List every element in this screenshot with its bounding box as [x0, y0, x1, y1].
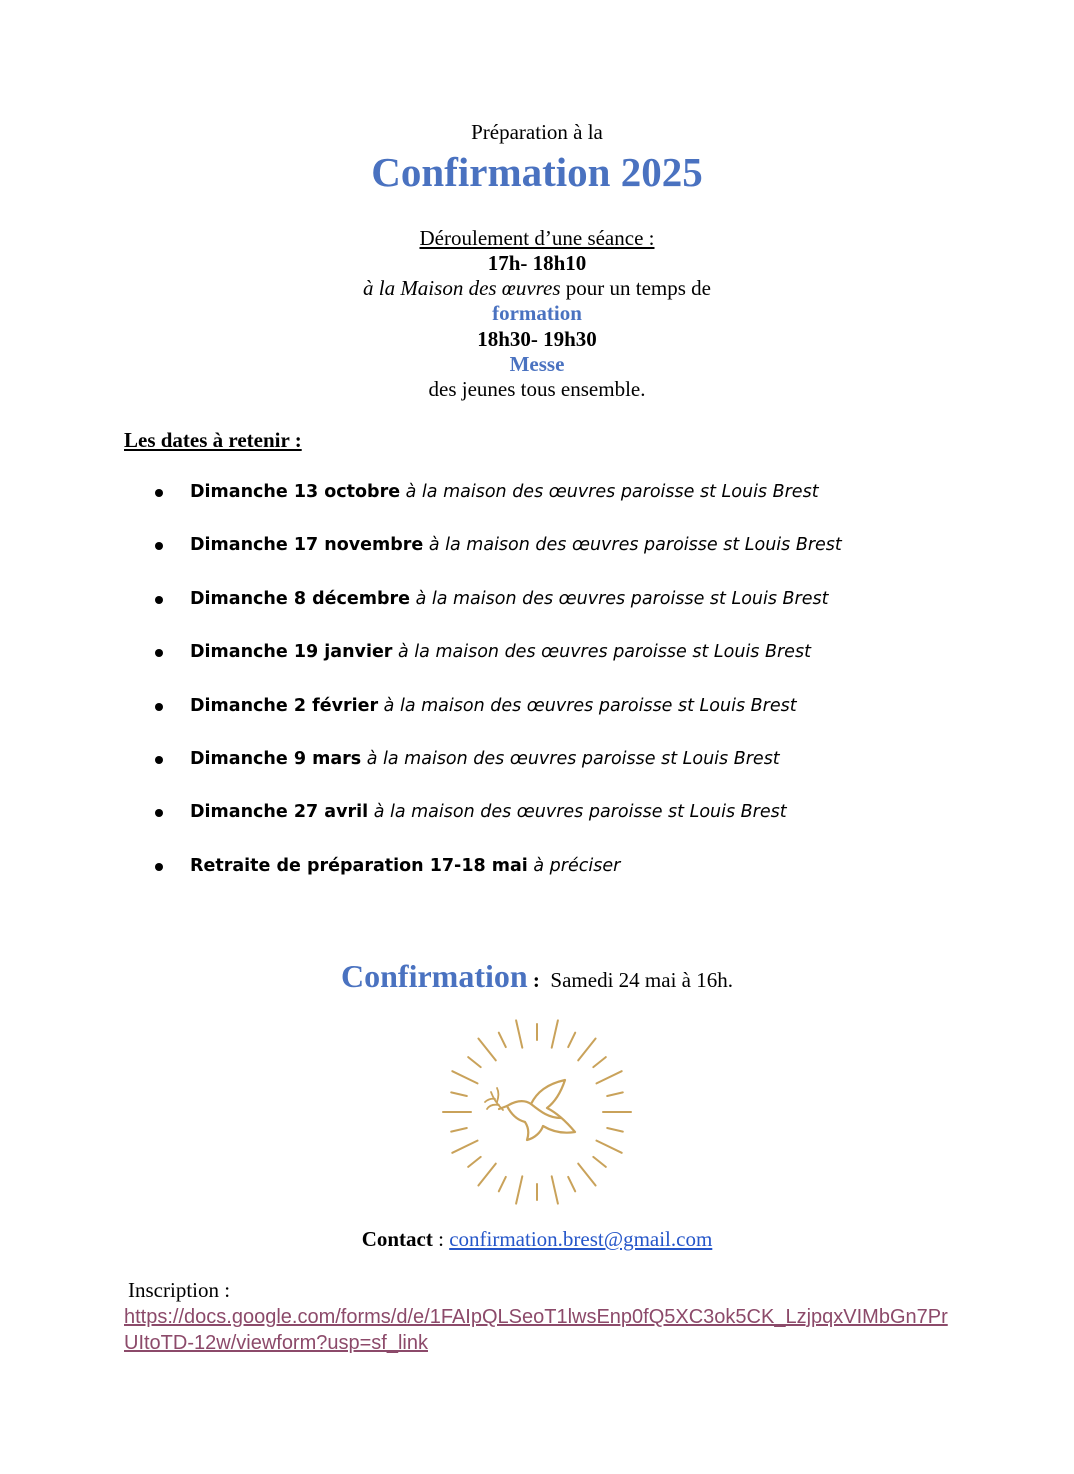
ray-line	[568, 1033, 575, 1047]
date-label: Dimanche 8 décembre	[190, 588, 410, 609]
messe-label: Messe	[509, 352, 565, 376]
date-label: Retraite de préparation 17-18 mai	[190, 855, 528, 876]
list-item	[0, 638, 1074, 691]
inscription-label: Inscription :	[128, 1278, 231, 1302]
ray-line	[578, 1039, 595, 1061]
contact-email-link[interactable]: confirmation.brest@gmail.com	[449, 1227, 713, 1251]
ray-line	[607, 1092, 623, 1096]
date-location: à la maison des œuvres paroisse st Louis Brest	[378, 695, 797, 716]
ray-line	[451, 1128, 467, 1132]
date-label: Dimanche 27 avril	[190, 802, 369, 823]
page-title: Confirmation 2025	[371, 149, 703, 195]
date-location: à la maison des œuvres paroisse st Louis Brest	[410, 588, 829, 609]
list-item	[0, 692, 1074, 745]
contact-label: Contact	[361, 1227, 433, 1251]
ray-line	[452, 1071, 477, 1083]
bullet-icon	[155, 596, 163, 604]
dove-illustration	[437, 1014, 637, 1210]
ray-line	[516, 1176, 522, 1203]
ray-line	[452, 1141, 477, 1153]
ray-line	[478, 1164, 495, 1186]
date-label: Dimanche 9 mars	[190, 748, 362, 769]
dates-list	[0, 478, 1074, 905]
seance-time-messe: 18h30- 19h30	[477, 327, 597, 351]
seance-heading: Déroulement d’une séance :	[419, 226, 655, 250]
ray-line	[597, 1071, 622, 1083]
seance-place: à la Maison des œuvres	[362, 276, 561, 300]
ray-line	[597, 1141, 622, 1153]
bullet-icon	[155, 489, 163, 497]
list-item	[0, 852, 1074, 905]
formation-label: formation	[492, 301, 582, 325]
inscription-form-link[interactable]: https://docs.google.com/forms/d/e/1FAIpQLSeoT1lwsEnp0fQ5XC3ok5CK_LzjpqxVIMbGn7PrUItoTD-12w/viewform?usp=sf_link	[124, 1306, 948, 1354]
date-location: à la maison des œuvres paroisse st Louis Brest	[368, 802, 787, 823]
ray-line	[516, 1020, 522, 1047]
ray-line	[578, 1164, 595, 1186]
ray-line	[478, 1039, 495, 1061]
date-location: à la maison des œuvres paroisse st Louis Brest	[361, 748, 780, 769]
seance-place-line	[0, 276, 1074, 301]
confirmation-colon: :	[527, 968, 540, 992]
ray-line	[568, 1177, 575, 1191]
ray-line	[552, 1020, 558, 1047]
date-label: Dimanche 19 janvier	[190, 642, 393, 663]
confirmation-date-line	[0, 958, 1074, 995]
bullet-icon	[155, 542, 163, 550]
seance-place-rest: pour un temps de	[560, 276, 712, 300]
ray-line	[451, 1092, 467, 1096]
dates-heading: Les dates à retenir :	[124, 428, 302, 452]
bullet-icon	[155, 809, 163, 817]
bullet-icon	[155, 703, 163, 711]
bullet-icon	[155, 756, 163, 764]
ray-line	[593, 1157, 606, 1167]
list-item	[0, 745, 1074, 798]
date-location: à la maison des œuvres paroisse st Louis Brest	[400, 482, 819, 502]
date-location: à la maison des œuvres paroisse st Louis Brest	[423, 535, 842, 556]
pre-title: Préparation à la	[471, 120, 603, 144]
seance-time-formation: 17h- 18h10	[487, 251, 587, 275]
contact-separator: :	[432, 1227, 450, 1251]
ray-line	[499, 1033, 506, 1047]
ray-line	[468, 1157, 481, 1167]
ray-line	[468, 1057, 481, 1067]
ray-line	[499, 1177, 506, 1191]
date-label: Dimanche 13 octobre	[190, 482, 401, 502]
list-item	[0, 478, 1074, 531]
date-label: Dimanche 2 février	[190, 695, 379, 716]
contact-line	[0, 1227, 1074, 1252]
date-location: à préciser	[527, 855, 621, 876]
date-label: Dimanche 17 novembre	[190, 535, 424, 556]
confirmation-label: Confirmation	[341, 958, 528, 994]
dove-icon	[437, 1014, 637, 1210]
messe-description: des jeunes tous ensemble.	[428, 377, 646, 401]
ray-line	[593, 1057, 606, 1067]
ray-line	[552, 1176, 558, 1203]
list-item	[0, 798, 1074, 851]
bullet-icon	[155, 863, 163, 871]
list-item	[0, 585, 1074, 638]
date-location: à la maison des œuvres paroisse st Louis Brest	[392, 642, 811, 663]
confirmation-date: Samedi 24 mai à 16h.	[539, 968, 733, 992]
ray-line	[607, 1128, 623, 1132]
bullet-icon	[155, 649, 163, 657]
list-item	[0, 531, 1074, 584]
